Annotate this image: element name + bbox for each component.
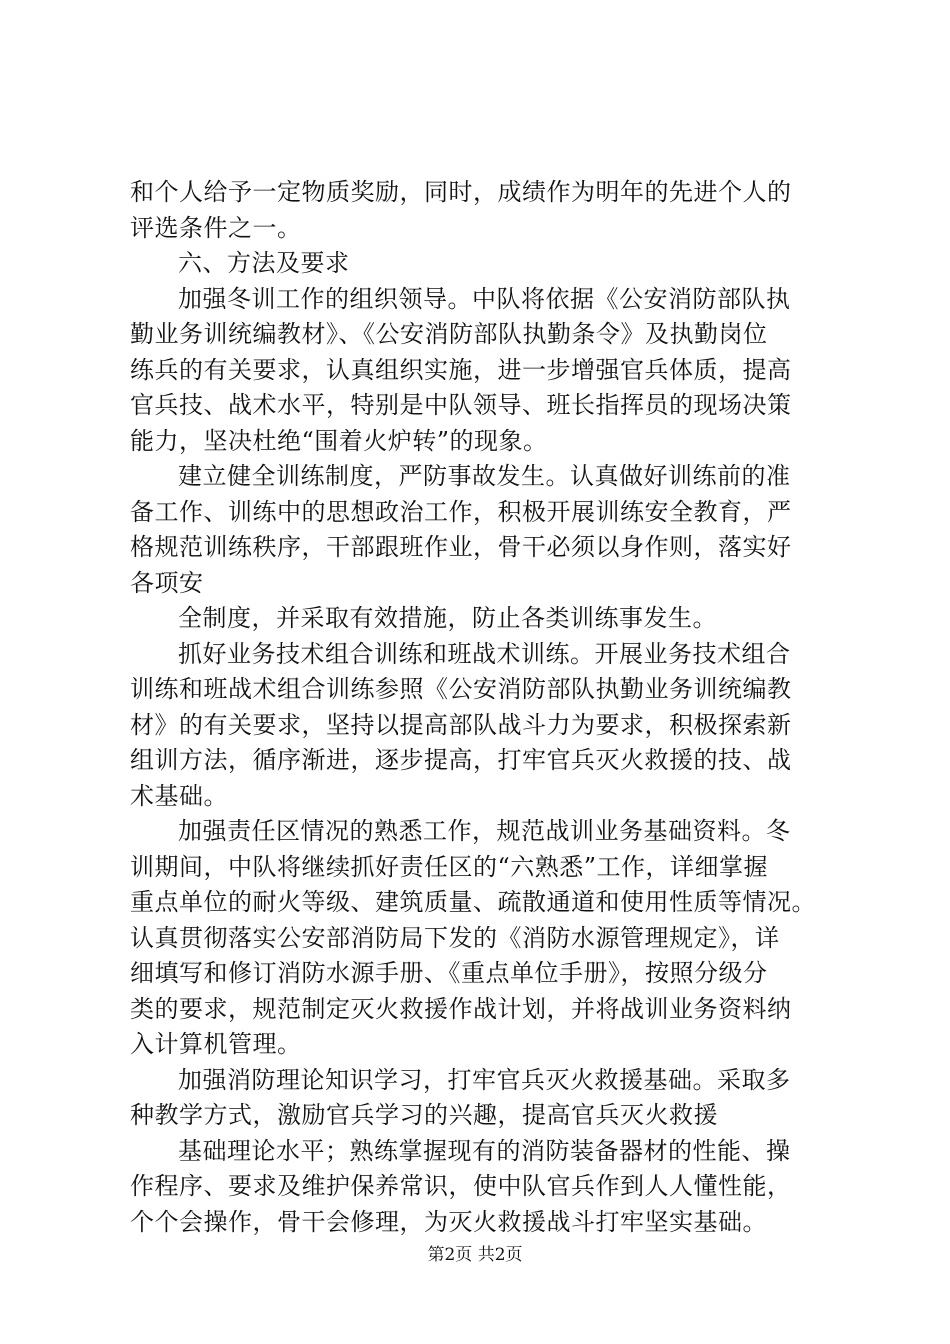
- text-line: 训期间，中队将继续抓好责任区的“六熟悉”工作，详细掌握: [130, 852, 769, 881]
- text-line: 训练和班战术组合训练参照《公安消防部队执勤业务训统编教: [130, 675, 792, 703]
- page-footer: 第2页 共2页: [427, 1245, 523, 1265]
- text-line: 勤业务训统编教材》、《公安消防部队执勤条令》及执勤岗位: [130, 320, 768, 348]
- text-line: 建立健全训练制度，严防事故发生。认真做好训练前的准: [178, 462, 791, 490]
- text-line: 加强冬训工作的组织领导。中队将依据《公安消防部队执: [178, 284, 791, 313]
- text-line: 官兵技、战术水平，特别是中队领导、班长指挥员的现场决策: [130, 391, 792, 419]
- text-line: 六、方法及要求: [178, 249, 350, 277]
- text-line: 抓好业务技术组合训练和班战术训练。开展业务技术组合: [178, 639, 791, 668]
- text-line: 组训方法，循序渐进，逐步提高，打牢官兵灭火救援的技、战: [130, 746, 792, 774]
- text-line: 基础理论水平；熟练掌握现有的消防装备器材的性能、操: [178, 1136, 791, 1165]
- text-line: 种教学方式，激励官兵学习的兴趣，提高官兵灭火救援: [130, 1101, 718, 1129]
- text-line: 术基础。: [130, 781, 228, 810]
- text-line: 细填写和修订消防水源手册、《重点单位手册》，按照分级分: [130, 959, 768, 987]
- text-line: 个个会操作，骨干会修理，为灭火救援战斗打牢坚实基础。: [130, 1207, 767, 1236]
- document-body: [130, 175, 830, 1240]
- text-line: 作程序、要求及维护保养常识，使中队官兵作到人人懂性能，: [130, 1172, 792, 1200]
- text-line: 能力，坚决杜绝“围着火炉转”的现象。: [130, 426, 548, 455]
- text-line: 加强责任区情况的熟悉工作，规范战训业务基础资料。冬: [178, 817, 791, 845]
- text-line: 格规范训练秩序，干部跟班作业，骨干必须以身作则，落实好: [130, 533, 792, 561]
- text-line: 评选条件之一。: [130, 213, 302, 242]
- text-line: 各项安: [130, 568, 204, 597]
- text-line: 全制度，并采取有效措施，防止各类训练事发生。: [178, 604, 717, 632]
- text-line: 备工作、训练中的思想政治工作，积极开展训练安全教育，严: [130, 497, 792, 526]
- text-line: 加强消防理论知识学习，打牢官兵灭火救援基础。采取多: [178, 1065, 791, 1094]
- text-line: 重点单位的耐火等级、建筑质量、疏散通道和使用性质等情况。: [130, 888, 816, 916]
- text-line: 入计算机管理。: [130, 1030, 302, 1058]
- text-line: 材》的有关要求，坚持以提高部队战斗力为要求，积极探索新: [130, 710, 792, 739]
- text-line: 类的要求，规范制定灭火救援作战计划，并将战训业务资料纳: [130, 994, 792, 1023]
- text-line: 和个人给予一定物质奖励，同时，成绩作为明年的先进个人的: [130, 178, 792, 206]
- text-line: 练兵的有关要求，认真组织实施，进一步增强官兵体质，提高: [130, 355, 792, 384]
- text-line: 认真贯彻落实公安部消防局下发的《消防水源管理规定》，详: [130, 923, 780, 952]
